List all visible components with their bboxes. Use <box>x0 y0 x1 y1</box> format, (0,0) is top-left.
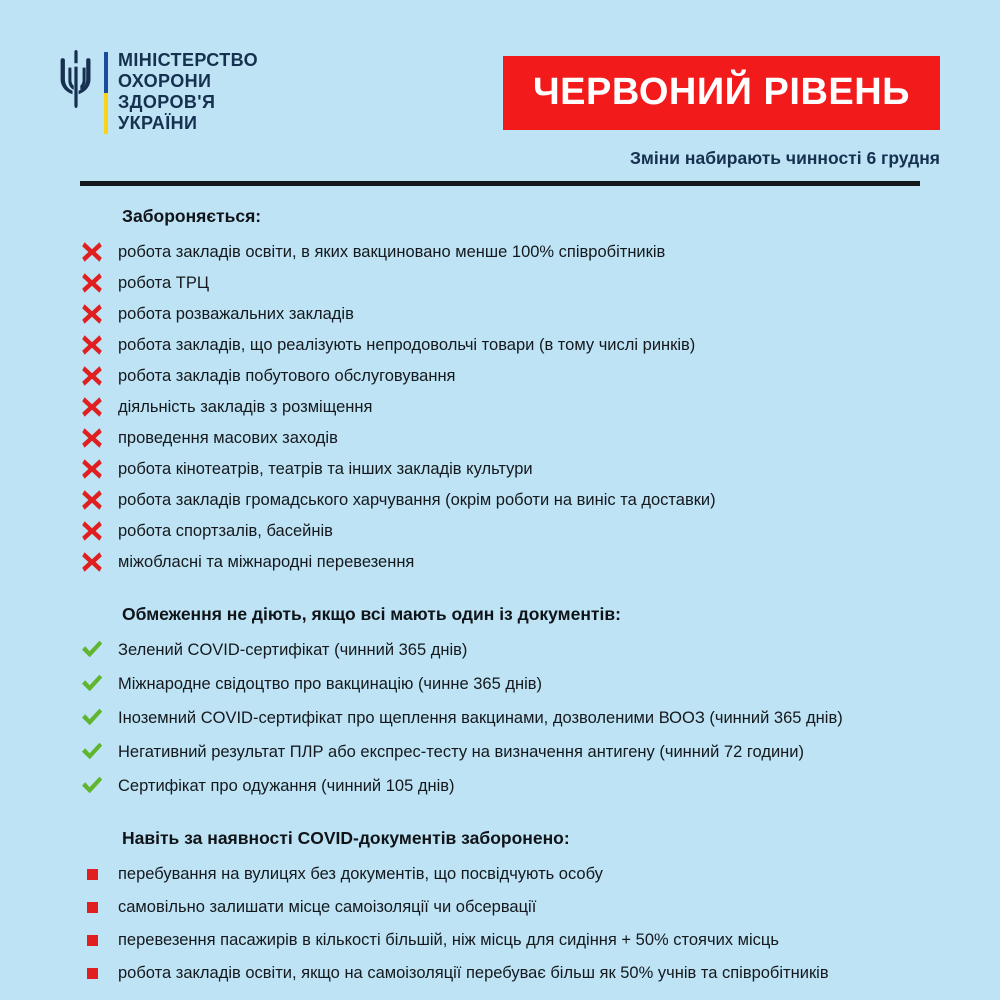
list-item <box>80 741 940 762</box>
square-bullet-icon <box>80 962 104 979</box>
cross-icon <box>80 303 104 324</box>
list-item-label: діяльність закладів з розміщення <box>118 398 373 416</box>
ministry-name-line-2: ОХОРОНИ <box>118 71 212 91</box>
header-right <box>503 40 940 169</box>
list-item-label: самовільно залишати місце самоізоляції чи обсервації <box>118 898 537 916</box>
section-prohibited-title: Забороняється: <box>122 206 262 226</box>
ministry-name-line-3: ЗДОРОВ'Я <box>118 92 216 112</box>
ukraine-trident-icon <box>60 50 94 108</box>
section-always-prohibited <box>80 828 940 983</box>
list-item-label: проведення масових заходів <box>118 429 338 447</box>
section-documents <box>80 604 940 796</box>
list-item-label: робота закладів освіти, якщо на самоізоляції перебуває більш як 50% учнів та співробітників <box>118 964 829 982</box>
header <box>0 0 1000 180</box>
list-item-label: Сертифікат про одужання (чинний 105 днів) <box>118 777 455 795</box>
cross-icon <box>80 334 104 355</box>
list-item-label: Негативний результат ПЛР або експрес-тесту на визначення антигену (чинний 72 години) <box>118 743 804 761</box>
check-icon <box>80 741 104 760</box>
list-item <box>80 458 940 479</box>
cross-icon <box>80 427 104 448</box>
list-item <box>80 303 940 324</box>
section-always-prohibited-title: Навіть за наявності COVID-документів заборонено: <box>122 828 570 848</box>
cross-icon <box>80 489 104 510</box>
list-item <box>80 489 940 510</box>
list-item <box>80 962 940 983</box>
list-item-label: перевезення пасажирів в кількості більшій, ніж місць для сидіння + 50% стоячих місць <box>118 931 779 949</box>
list-item <box>80 673 940 694</box>
list-item-label: робота ТРЦ <box>118 274 210 292</box>
cross-icon <box>80 272 104 293</box>
section-prohibited <box>80 206 940 572</box>
cross-icon <box>80 365 104 386</box>
list-item-label: Іноземний COVID-сертифікат про щеплення вакцинами, дозволеними ВООЗ (чинний 365 днів) <box>118 709 843 727</box>
list-item-label: робота закладів громадського харчування (окрім роботи на виніс та доставки) <box>118 491 716 509</box>
ministry-name-line-1: МІНІСТЕРСТВО <box>118 50 259 70</box>
list-item <box>80 272 940 293</box>
ministry-logo <box>60 40 258 134</box>
header-divider <box>80 181 920 186</box>
check-icon <box>80 707 104 726</box>
cross-icon <box>80 520 104 541</box>
always-prohibited-list <box>80 863 940 983</box>
square-bullet-icon <box>80 863 104 880</box>
section-documents-title: Обмеження не діють, якщо всі мають один із документів: <box>122 604 621 624</box>
list-item <box>80 929 940 950</box>
list-item-label: робота закладів освіти, в яких вакциновано менше 100% співробітників <box>118 243 666 261</box>
list-item-label: робота кінотеатрів, театрів та інших закладів культури <box>118 460 533 478</box>
cross-icon <box>80 458 104 479</box>
list-item <box>80 639 940 660</box>
list-item <box>80 551 940 572</box>
ministry-name <box>118 50 258 134</box>
list-item-label: робота спортзалів, басейнів <box>118 522 333 540</box>
list-item <box>80 365 940 386</box>
list-item-label: робота закладів побутового обслуговування <box>118 367 456 385</box>
list-item <box>80 520 940 541</box>
status-badge: ЧЕРВОНИЙ РІВЕНЬ <box>503 56 940 130</box>
list-item <box>80 241 940 262</box>
list-item-label: перебування на вулицях без документів, що посвідчують особу <box>118 865 603 883</box>
list-item <box>80 775 940 796</box>
square-bullet-icon <box>80 896 104 913</box>
list-item-label: робота розважальних закладів <box>118 305 354 323</box>
ministry-name-line-4: УКРАЇНИ <box>118 113 198 133</box>
cross-icon <box>80 241 104 262</box>
prohibited-list <box>80 241 940 572</box>
list-item-label: Зелений COVID-сертифікат (чинний 365 днів) <box>118 641 468 659</box>
documents-list <box>80 639 940 796</box>
list-item <box>80 427 940 448</box>
list-item <box>80 863 940 884</box>
square-bullet-icon <box>80 929 104 946</box>
list-item-label: Міжнародне свідоцтво про вакцинацію (чинне 365 днів) <box>118 675 543 693</box>
list-item <box>80 396 940 417</box>
check-icon <box>80 775 104 794</box>
check-icon <box>80 639 104 658</box>
list-item <box>80 334 940 355</box>
effective-date-note: Зміни набирають чинності 6 грудня <box>629 148 940 168</box>
list-item <box>80 896 940 917</box>
main-content <box>0 180 1000 983</box>
list-item-label: робота закладів, що реалізують непродовольчі товари (в тому числі ринків) <box>118 336 696 354</box>
logo-divider-bar <box>104 52 108 134</box>
check-icon <box>80 673 104 692</box>
cross-icon <box>80 551 104 572</box>
list-item <box>80 707 940 728</box>
cross-icon <box>80 396 104 417</box>
list-item-label: міжобласні та міжнародні перевезення <box>118 553 415 571</box>
